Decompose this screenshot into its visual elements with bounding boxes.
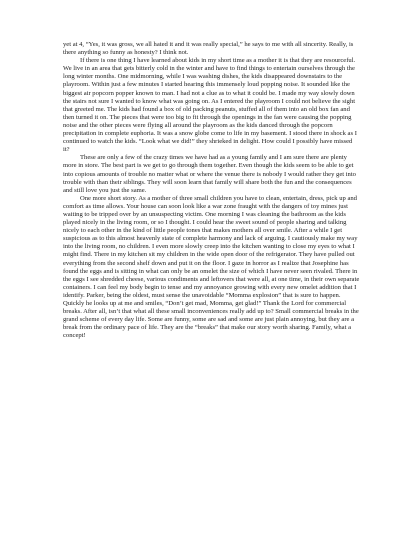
body-text xyxy=(63,41,360,340)
paragraph-popping-noise: If there is one thing I have learned about kids in my short time as a mother it is that they are resourceful. We live in an area that gets bitterly cold in the winter and have to find things to entertain ourselves through the long winter months. One midmorning, while I was washing dishes, the kids disappeared downstairs to the playroom. Within just a few minutes I started hearing this immensely loud popping noise. It sounded like the biggest air popcorn popper known to man. I had not a clue as to what it could be. I made my way slowly down the stairs not sure I wanted to know what was going on. As I entered the playroom I could not believe the sight that greeted me. The kids had found a box of old packing peanuts, stuffed all of them into an old box fan and then turned it on. The pieces that were too big to fit through the openings in the fan were causing the popping noise and the other pieces were flying all around the playroom as the kids danced through the popcorn precipitation in complete euphoria. It was a snow globe come to life in my basement. I stood there in shock as I continued to watch the kids. “Look what we did!” they shrieked in delight. How could I possibly have missed it? xyxy=(63,57,357,154)
paragraph-crazy-times: These are only a few of the crazy times we have had as a young family and I am sure there are plenty more in store. The best part is we get to go through them together. Even though the kids seem to be able to get into copious amounts of trouble no matter what or where the venue there is nobody I would rather they get into trouble with than their siblings. They will soon learn that family will share both the fun and the consequences and still love you just the same. xyxy=(63,154,356,194)
paragraph-short-story: One more short story. As a mother of three small children you have to clean, entertain, dress, pick up and comfort as time allows. Your house can soon look like a war zone fraught with the dangers of toy mines just waiting to be tripped over by an unsuspecting victim. One morning I was cleaning the bathroom as the kids played nicely in the living room, or so I thought. I could hear the sweet sound of people sharing and talking nicely to each other in the kind of little people tones that makes mothers all over smile. After a while I get suspicious as to this almost heavenly state of complete harmony and lack of arguing. I cautiously make my way into the living room, no children. I even more slowly creep into the kitchen wanting to close my eyes to what I might find. There in my kitchen sit my children in the wide open door of the refrigerator. They have pulled out everything from the second shelf down and put it on the floor. I gaze in horror as I realize that Josephine has found the eggs and is sitting in what can only be an omelet the size of which I have never seen rivaled. There in the eggs I see shredded cheese, various condiments and leftovers that were all, at one time, in their own separate containers. I can feel my body begin to tense and my annoyance growing with every new omelet addition that I identify. Parker, being the oldest, must sense the unavoidable “Momma explosion” that is sure to happen. Quickly he looks up at me and smiles, “Don’t get mad, Momma, get glad!” Thank the Lord for commercial breaks. After all, isn’t that what all these small inconveniences really add up to? Small commercial breaks in the grand scheme of every day life. Some are funny, some are sad and some are just plain annoying, but they are a break from the ordinary pace of life. They are the “breaks” that make our story worth sharing. Family, what a concept! xyxy=(63,194,360,340)
paragraph-continuation: yet at 4, “Yes, it was gross, we all hated it and it was really special,” he says to me with all sincerity. Really, is there anything so funny as honesty? I think not. xyxy=(63,41,354,57)
